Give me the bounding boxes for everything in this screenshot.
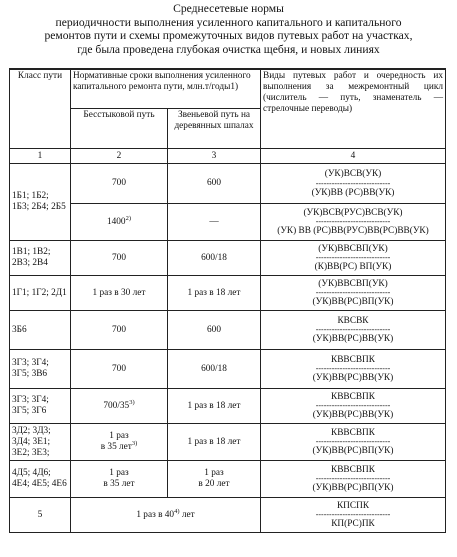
scheme-numerator: (УК)ВВСВП(УК) — [318, 278, 388, 289]
row-jointless-value: 700 — [71, 311, 168, 350]
scheme-numerator: (УК)ВСВ(РУС)ВСВ(УК) — [303, 207, 403, 218]
row-jointless-value: 1400$^{2)}$ — [71, 204, 168, 241]
row-jointless-value: 700 — [71, 164, 168, 204]
row-jointless-value: 1 раз в 35 лет$^{3)}$ — [71, 424, 168, 461]
scheme-denominator: (К)ВВ(РС) ВП(УК) — [314, 262, 392, 272]
row-work-scheme — [261, 204, 446, 241]
scheme-denominator: (УК)ВВ(РС)ВП(УК) — [312, 446, 394, 456]
footnote-ref: 4) — [174, 507, 180, 515]
title-line-2: периодичности выполнения усиленного капитального и капитального — [55, 15, 402, 29]
row-class: 1Г1; 1Г2; 2Д1 — [10, 276, 71, 311]
fraction-line: ---------------------------- — [315, 510, 391, 519]
fraction-line: ---------------------------- — [315, 178, 391, 188]
row-jointed-value: 600/18 — [168, 350, 261, 389]
col-number-3: 3 — [168, 149, 261, 164]
header-row-1 — [10, 69, 446, 109]
row-jointless-value: 700 — [71, 241, 168, 276]
table-row — [10, 241, 446, 276]
scheme-numerator: КПСПК — [336, 500, 370, 511]
row-work-scheme — [261, 461, 446, 498]
row-jointed-value: — — [168, 204, 261, 241]
row-class: 3Д2; 3Д3; 3Д4; 3Е1; 3Е2; 3Е3; — [10, 424, 71, 461]
footnote-ref: 3) — [129, 398, 135, 406]
scheme-numerator: КВВСВПК — [331, 464, 375, 475]
row-class: 3Б6 — [10, 311, 71, 350]
header-norm-terms: Нормативные сроки выполнения усиленного капитального ремонта пути, млн.т/годы1) — [71, 69, 261, 109]
row-class: 3Г3; 3Г4; 3Г5; 3В6 — [10, 350, 71, 389]
col-number-2: 2 — [71, 149, 168, 164]
header-work-types: Виды путевых работ и очередность их выполнения за межремонтный цикл (числитель — путь, знаменатель — стрелочные переводы) — [261, 69, 446, 149]
scheme-denominator: (УК)ВВ (РС)ВВ(УК) — [311, 187, 395, 198]
row-combined-value: 1 раз в 40$^{4)}$ лет — [71, 498, 261, 533]
table-row — [10, 498, 446, 533]
scheme-denominator: (УК)ВВ(РС)ВВ(УК) — [312, 410, 394, 420]
row-work-scheme — [261, 424, 446, 461]
row-work-scheme — [261, 241, 446, 276]
row-jointed-value: 600 — [168, 164, 261, 204]
table-row — [10, 311, 446, 350]
row-class: 5 — [10, 498, 71, 533]
fraction-line: ---------------------------- — [315, 364, 391, 373]
scheme-numerator: КВВСВПК — [331, 391, 375, 402]
scheme-numerator: КВВСВПК — [331, 354, 375, 365]
row-class: 1В1; 1В2; 2В3; 2В4 — [10, 241, 71, 276]
norms-table — [9, 68, 446, 533]
column-numbers-row — [10, 149, 446, 164]
row-work-scheme — [261, 276, 446, 311]
row-class: 1Б1; 1Б2; 1Б3; 2Б4; 2Б5 — [10, 164, 71, 241]
table-row — [10, 276, 446, 311]
row-jointless-value: 700/35$^{3)}$ — [71, 389, 168, 424]
header-jointless: Бесстыковой путь — [71, 109, 168, 149]
footnote-ref: 2) — [125, 214, 131, 222]
row-class: 3Г3; 3Г4; 3Г5; 3Г6 — [10, 389, 71, 424]
scheme-denominator: (УК)ВВ(РС)ВП(УК) — [312, 483, 394, 493]
header-jointed: Звеньевой путь на деревянных шпалах — [168, 109, 261, 149]
scheme-numerator: КВВСВПК — [331, 427, 375, 438]
fraction-line: ---------------------------- — [315, 217, 391, 226]
footnote-ref: 3) — [131, 439, 138, 447]
table-row — [10, 424, 446, 461]
scheme-numerator: КВСВК — [337, 315, 369, 326]
fraction-line: ---------------------------- — [315, 325, 391, 334]
scheme-denominator: КП(РС)ПК — [331, 519, 375, 529]
scheme-numerator: (УК)ВВСВП(УК) — [318, 243, 388, 254]
row-jointed-value: 1 раз в 18 лет — [168, 424, 261, 461]
table-row — [10, 389, 446, 424]
row-jointless-value: 1 раз в 35 лет — [71, 461, 168, 498]
row-work-scheme — [261, 164, 446, 204]
scheme-denominator: (УК)ВВ(РС)ВВ(УК) — [312, 373, 394, 383]
table-row — [10, 461, 446, 498]
title-line-1: Среднесетевые нормы — [173, 2, 284, 15]
row-jointed-value: 1 раз в 18 лет — [168, 276, 261, 311]
col-number-4: 4 — [261, 149, 446, 164]
table-row — [10, 204, 446, 241]
row-jointless-value: 1 раз в 30 лет — [71, 276, 168, 311]
fraction-line: ---------------------------- — [315, 474, 391, 483]
scheme-denominator: (УК) ВВ (РС)ВВ(РУС)ВВ(РС)ВВ(УК) — [277, 226, 429, 236]
row-work-scheme — [261, 389, 446, 424]
header-class: Класс пути — [10, 69, 71, 149]
table-row — [10, 164, 446, 204]
fraction-line: ---------------------------- — [315, 288, 391, 297]
row-jointless-value: 700 — [71, 350, 168, 389]
row-jointed-value: 1 раз в 20 лет — [168, 461, 261, 498]
fraction-line: ---------------------------- — [315, 253, 391, 262]
title-line-3: ремонтов пути и схемы промежуточных видов путевых работ на участках, — [44, 29, 413, 42]
document-title — [0, 2, 457, 56]
row-work-scheme — [261, 498, 446, 533]
scheme-denominator: (УК)ВВ(РС)ВП(УК) — [312, 297, 394, 307]
row-work-scheme — [261, 350, 446, 389]
row-class: 4Д5; 4Д6; 4Е4; 4Е5; 4Е6 — [10, 461, 71, 498]
table-row — [10, 350, 446, 389]
fraction-line: ---------------------------- — [315, 437, 391, 446]
row-jointed-value: 1 раз в 18 лет — [168, 389, 261, 424]
title-line-4: где была проведена глубокая очистка щебня, и новых линиях — [77, 42, 380, 56]
row-jointed-value: 600/18 — [168, 241, 261, 276]
scheme-denominator: (УК)ВВ(РС)ВВ(УК) — [312, 334, 394, 344]
row-work-scheme — [261, 311, 446, 350]
scheme-numerator: (УК)ВСВ(УК) — [324, 169, 382, 179]
col-number-1: 1 — [10, 149, 71, 164]
row-jointed-value: 600 — [168, 311, 261, 350]
fraction-line: ---------------------------- — [315, 401, 391, 410]
